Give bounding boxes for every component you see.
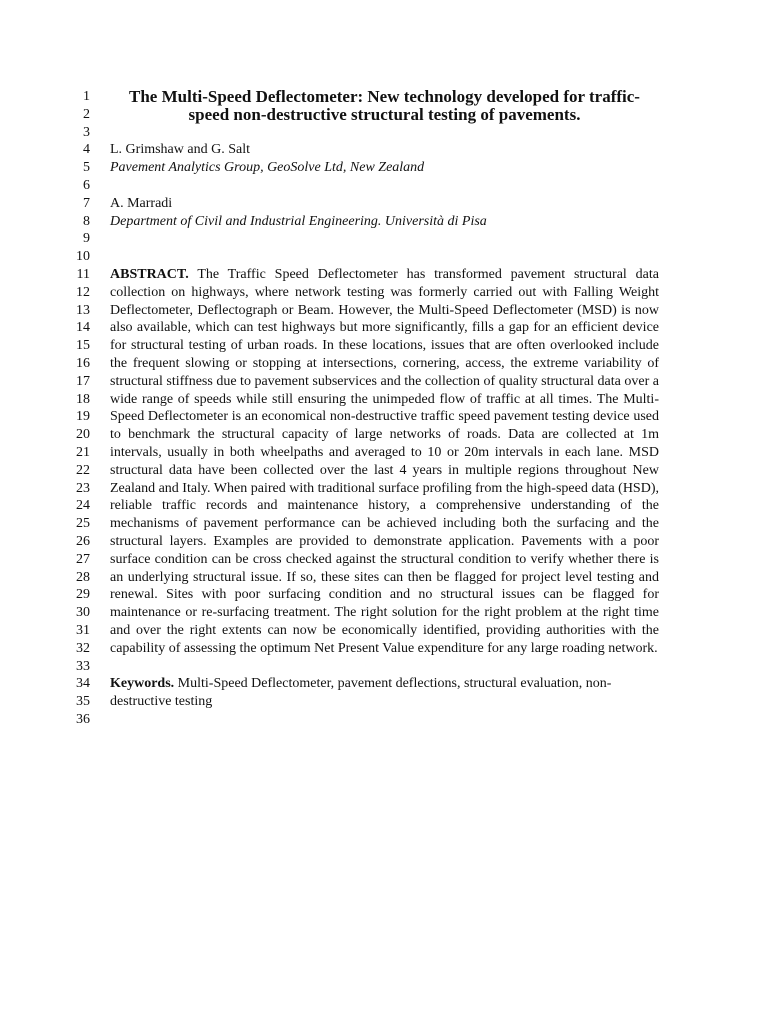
line-number: 28 xyxy=(76,569,90,585)
line-number: 10 xyxy=(76,249,90,265)
line-number: 24 xyxy=(76,498,90,514)
paper-content xyxy=(110,88,659,711)
line-number: 9 xyxy=(83,231,90,247)
line-number: 33 xyxy=(76,658,90,674)
line-number: 3 xyxy=(83,124,90,140)
line-number: 6 xyxy=(83,177,90,193)
line-number: 4 xyxy=(83,142,90,158)
line-number: 29 xyxy=(76,587,90,603)
line-number: 15 xyxy=(76,338,90,354)
line-number: 26 xyxy=(76,533,90,549)
line-number: 35 xyxy=(76,694,90,710)
line-number: 16 xyxy=(76,355,90,371)
line-number: 12 xyxy=(76,284,90,300)
line-number: 1 xyxy=(83,89,90,104)
line-number: 27 xyxy=(76,551,90,567)
line-number: 7 xyxy=(83,195,90,211)
line-number: 5 xyxy=(83,160,90,176)
keywords-label: Keywords. xyxy=(110,676,175,692)
abstract-paragraph xyxy=(110,266,659,658)
line-number: 22 xyxy=(76,462,90,478)
abstract-text: The Traffic Speed Deflectometer has transformed pavement structural data collection on highways, where network testing was formerly carried out with Falling Weight Deflectometer, Deflectograph or Beam. However, the Multi-Speed Deflectometer (MSD) is now also available, which can test highways but more significantly, fills a gap for an efficient device for structural testing of urban roads. In these locations, issues that are often overlooked include the frequent slowing or stopping at intersections, cornering, access, the extreme variability of structural stiffness due to pavement subservices and the collection of quality structural data over a wide range of speeds while still ensuring the unimpeded flow of traffic at all times. The Multi-Speed Deflectometer is an economical non-destructive traffic speed pavement testing device used to benchmark the structural capacity of large networks of roads. Data are collected at 1m intervals, usually in both wheelpaths and averaged to 10 or 20m intervals in each lane. MSD structural data have been collected over the last 4 years in multiple regions throughout New Zealand and Italy. When paired with traditional surface profiling from the high-speed data (HSD), reliable traffic records and maintenance history, a comprehensive understanding of the mechanisms of pavement performance can be achieved including both the surfacing and the structural layers. Examples are provided to demonstrate application. Pavements with a poor surface condition can be cross checked against the structural condition to verify whether there is an underlying structural issue. If so, these sites can then be flagged for project level testing and renewal. Sites with poor surfacing condition and no structural issues can be flagged for maintenance or re-surfacing treatment. The right solution for the right problem at the right time and over the right extents can now be economically identified, providing authorities with the capability of assessing the optimum Net Present Value expenditure for any large roading network. xyxy=(110,266,659,656)
line-number: 25 xyxy=(76,516,90,532)
line-number-column xyxy=(60,88,90,729)
line-number: 13 xyxy=(76,302,90,318)
authors-group-1: L. Grimshaw and G. Salt xyxy=(110,142,250,158)
line-number: 19 xyxy=(76,409,90,425)
line-number: 36 xyxy=(76,711,90,727)
abstract-label: ABSTRACT. xyxy=(110,266,189,282)
keywords-paragraph xyxy=(110,675,659,711)
line-number: 17 xyxy=(76,373,90,389)
line-number: 23 xyxy=(76,480,90,496)
line-number: 2 xyxy=(83,106,90,122)
line-number: 32 xyxy=(76,640,90,656)
line-number: 8 xyxy=(83,213,90,229)
keywords-text: Multi-Speed Deflectometer, pavement deflections, structural evaluation, non-destructive testing xyxy=(110,676,612,710)
line-number: 20 xyxy=(76,427,90,443)
line-number: 30 xyxy=(76,605,90,621)
line-number: 31 xyxy=(76,622,90,638)
affiliation-group-2: Department of Civil and Industrial Engineering. Università di Pisa xyxy=(110,213,487,229)
affiliation-group-1: Pavement Analytics Group, GeoSolve Ltd, New Zealand xyxy=(110,160,425,176)
line-number: 18 xyxy=(76,391,90,407)
line-number: 14 xyxy=(76,320,90,336)
paper-title: The Multi-Speed Deflectometer: New technology developed for traffic-speed non-destructive structural testing of pavements. xyxy=(129,87,640,124)
authors-group-2: A. Marradi xyxy=(110,195,173,211)
line-number: 21 xyxy=(76,444,90,460)
line-number: 34 xyxy=(76,676,90,692)
line-number: 11 xyxy=(76,266,90,282)
